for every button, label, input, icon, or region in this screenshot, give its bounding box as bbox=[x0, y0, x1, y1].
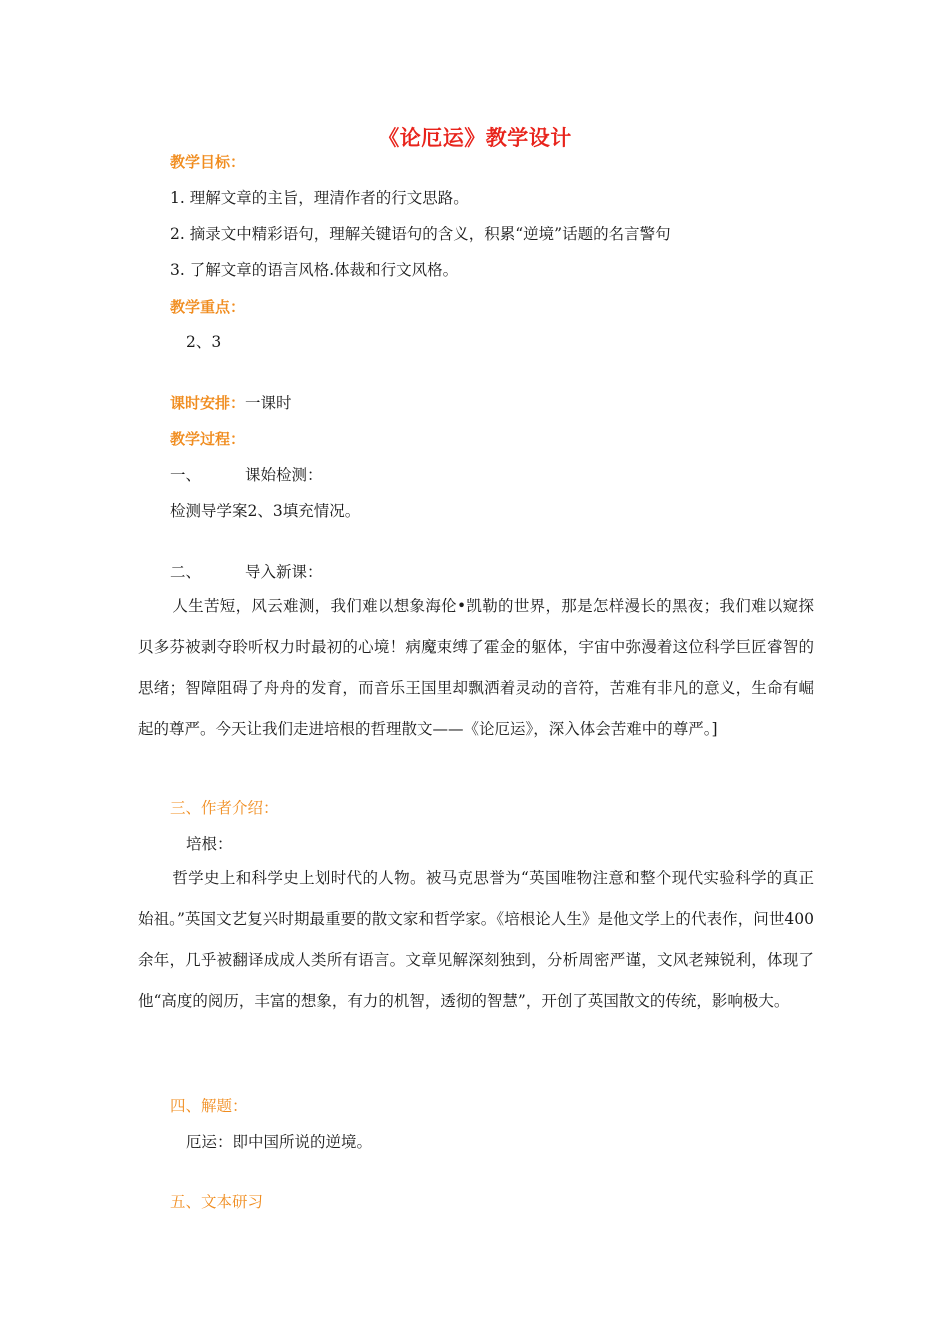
objective-item-2: 2. 摘录文中精彩语句，理解关键语句的含义，积累“逆境”话题的名言警句 bbox=[170, 225, 671, 243]
objectives-heading: 教学目标： bbox=[170, 153, 246, 171]
step2-number: 二、 bbox=[170, 563, 202, 581]
step1-number: 一、 bbox=[170, 466, 202, 484]
objective-item-1: 1. 理解文章的主旨，理清作者的行文思路。 bbox=[170, 189, 469, 207]
schedule-value: 一课时 bbox=[245, 394, 292, 412]
author-paragraph bbox=[138, 858, 814, 1022]
step1-label: 课始检测： bbox=[245, 466, 323, 484]
step4-text: 厄运：即中国所说的逆境。 bbox=[186, 1133, 373, 1151]
document-title: 《论厄运》教学设计 bbox=[378, 126, 572, 150]
step2-label: 导入新课： bbox=[245, 563, 323, 581]
process-heading: 教学过程： bbox=[170, 430, 246, 448]
step1-title bbox=[170, 465, 323, 485]
step5-heading: 五、文本研习 bbox=[170, 1193, 264, 1211]
step2-paragraph bbox=[138, 586, 814, 750]
schedule-heading: 课时安排： bbox=[170, 394, 246, 412]
step2-text: 人生苦短，风云难测，我们难以想象海伦•凯勒的世界，那是怎样漫长的黑夜；我们难以窥探贝多芬被剥夺聆听权力时最初的心境！病魔束缚了霍金的躯体，宇宙中弥漫着这位科学巨匠睿智的思绪；智障阻碍了舟舟的发育，而音乐王国里却飘洒着灵动的音符，苦难有非凡的意义，生命有崛起的尊严。今天让我们走进培根的哲理散文——《论厄运》，深入体会苦难中的尊严。] bbox=[138, 597, 814, 738]
objective-item-3: 3. 了解文章的语言风格.体裁和行文风格。 bbox=[170, 261, 459, 279]
step1-text: 检测导学案2、3填充情况。 bbox=[170, 502, 361, 520]
step2-title bbox=[170, 562, 323, 582]
key-points-value: 2、3 bbox=[186, 333, 222, 351]
step3-heading: 三、作者介绍： bbox=[170, 799, 279, 817]
author-name: 培根： bbox=[186, 835, 233, 853]
step4-heading: 四、解题： bbox=[170, 1097, 248, 1115]
author-text: 哲学史上和科学史上划时代的人物。被马克思誉为“英国唯物注意和整个现代实验科学的真正始祖。”英国文艺复兴时期最重要的散文家和哲学家。《培根论人生》是他文学上的代表作，问世400余年，几乎被翻译成成人类所有语言。文章见解深刻独到，分析周密严谨，文风老辣锐利，体现了他“高度的阅历，丰富的想象，有力的机智，透彻的智慧”，开创了英国散文的传统，影响极大。 bbox=[138, 869, 814, 1010]
key-points-heading: 教学重点： bbox=[170, 298, 246, 316]
schedule-line bbox=[170, 393, 292, 413]
